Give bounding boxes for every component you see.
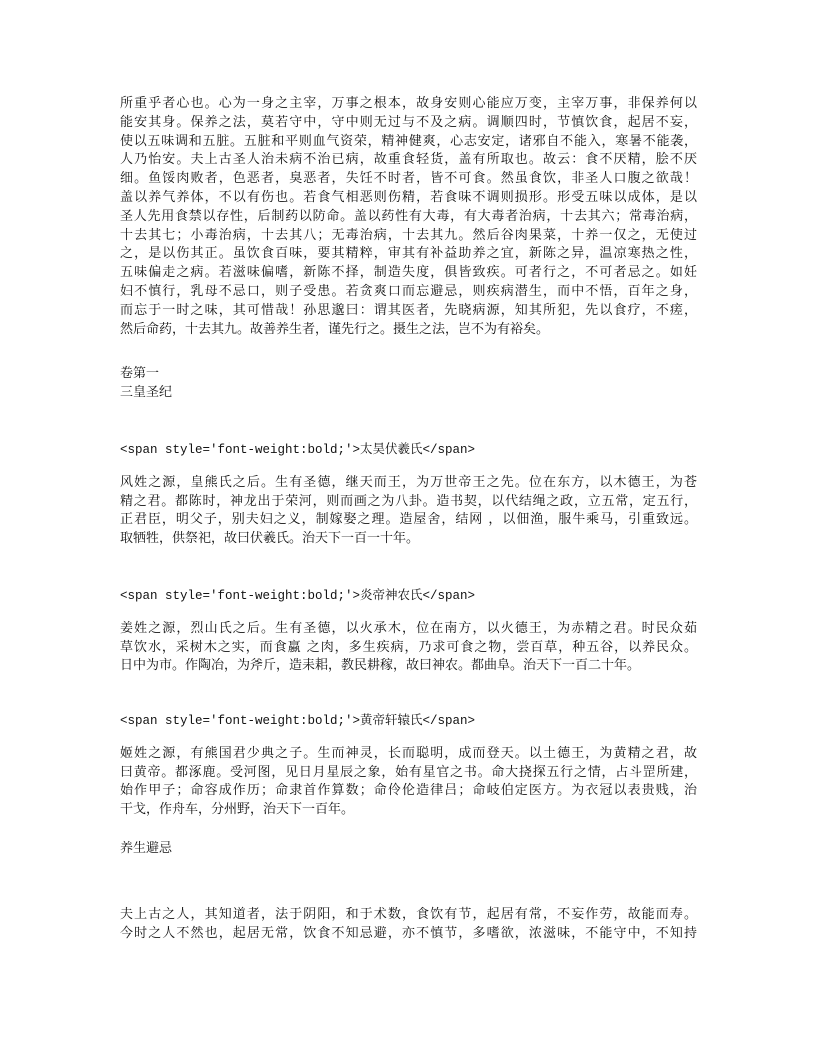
text-line: 干戈，作舟车，分州野，治天下一百年。 [120, 802, 355, 818]
text-line: 细。鱼馁肉败者，色恶者，臭恶者，失饪不时者，皆不可食。然虽食饮，非圣人口腹之欲哉！ [120, 171, 697, 187]
section-fuxi [120, 441, 697, 549]
text-line: 今时之人不然也，起居无常，饮食不知忌避，亦不慎节，多嗜欲，浓滋味，不能守中，不知持 [120, 925, 697, 941]
chapter-paragraph [120, 906, 697, 944]
text-line: 十去其七；小毒治病，十去其八；无毒治病，十去其九。然后谷肉果菜，十养一仅之，无使过 [120, 227, 697, 243]
text-line: 圣人先用食禁以存性，后制药以防命。盖以药性有大毒，有大毒者治病，十去其六；常毒治病， [120, 208, 697, 224]
section-huangdi [120, 712, 697, 820]
section-paragraph [120, 474, 697, 549]
text-line: 草饮水，采树木之实，而食蠃 之肉，多生疾病，乃求可食之物，尝百草，种五谷，以养民众。 [120, 639, 697, 655]
text-line: 然后命药，十去其九。故善养生者，谨先行之。摄生之法，岂不为有裕矣。 [120, 321, 550, 337]
section-paragraph [120, 745, 697, 820]
text-line: 夫上古之人，其知道者，法于阴阳，和于术数，食饮有节，起居有常，不妄作劳，故能而寿。 [120, 907, 697, 922]
text-line: 正君臣，明父子，别夫妇之义，制嫁娶之理。造屋舍，结网 ，以佃渔，服牛乘马，引重致远。 [120, 512, 697, 528]
text-line: 能安其身。保养之法，莫若守中，守中则无过与不及之病。调顺四时，节慎饮食，起居不妄， [120, 114, 697, 130]
text-line: 姜姓之源，烈山氏之后。生有圣德，以火承木，位在南方，以火德王，为赤精之君。时民众茹 [120, 620, 697, 636]
text-line: 而忘于一时之味，其可惜哉！孙思邈曰：谓其医者，先晓病源，知其所犯，先以食疗，不瘥， [120, 302, 697, 318]
section-heading: <span style='font-weight:bold;'>炎帝神农氏</span> [120, 589, 476, 603]
text-line: 风姓之源，皇熊氏之后。生有圣德，继天而王，为万世帝王之先。位在东方，以木德王，为苍 [120, 474, 697, 490]
text-line: 取牺牲，供祭祀，故曰伏羲氏。治天下一百一十年。 [120, 531, 420, 547]
text-line: 日中为市。作陶冶，为斧斤，造耒耜，教民耕稼，故曰神农。都曲阜。治天下一百二十年。 [120, 658, 641, 674]
chapter-title: 养生避忌 [120, 841, 173, 856]
section-shennong [120, 587, 697, 676]
text-line: 人乃怡安。夫上古圣人治未病不治已病，故重食轻货，盖有所取也。故云：食不厌精，脍不厌 [120, 152, 697, 168]
section-paragraph [120, 620, 697, 676]
text-line: 之，是以伤其正。虽饮食百味，要其精粹，审其有补益助养之宜，新陈之异，温凉寒热之性， [120, 246, 697, 262]
text-line: 盖以养气养体，不以有伤也。若食气相恶则伤精，若食味不调则损形。形受五味以成体，是以 [120, 189, 697, 205]
volume-heading [120, 365, 697, 403]
text-line: 曰黄帝。都涿鹿。受河图，见日月星辰之象，始有星官之书。命大挠探五行之情，占斗罡所建， [120, 764, 697, 780]
text-line: 所重乎者心也。心为一身之主宰，万事之根本，故身安则心能应万变，主宰万事，非保养何以 [120, 96, 697, 111]
text-line: 姬姓之源，有熊国君少典之子。生而神灵，长而聪明，成而登天。以土德王，为黄精之君，故 [120, 745, 697, 761]
text-line: 五味偏走之病。若滋味偏嗜，新陈不择，制造失度，俱皆致疾。可者行之，不可者忌之。如妊 [120, 265, 697, 281]
volume-subtitle: 三皇圣纪 [120, 384, 173, 400]
text-line: 精之君。都陈时，神龙出于荣河，则而画之为八卦。造书契，以代结绳之政，立五常，定五行， [120, 493, 697, 509]
text-line: 妇不慎行，乳母不忌口，则子受患。若贪爽口而忘避忌，则疾病潜生，而中不悟，百年之身， [120, 283, 697, 299]
intro-paragraph [120, 95, 697, 339]
section-heading: <span style='font-weight:bold;'>黄帝轩辕氏</span> [120, 714, 476, 728]
section-heading: <span style='font-weight:bold;'>太昊伏羲氏</span> [120, 443, 476, 457]
volume-title: 卷第一 [120, 366, 160, 381]
text-line: 使以五味调和五脏。五脏和平则血气资荣，精神健爽，心志安定，诸邪自不能入，寒暑不能袭， [120, 133, 697, 149]
text-line: 始作甲子；命容成作历；命隶首作算数；命伶伦造律吕；命岐伯定医方。为衣冠以表贵贱，治 [120, 783, 697, 799]
